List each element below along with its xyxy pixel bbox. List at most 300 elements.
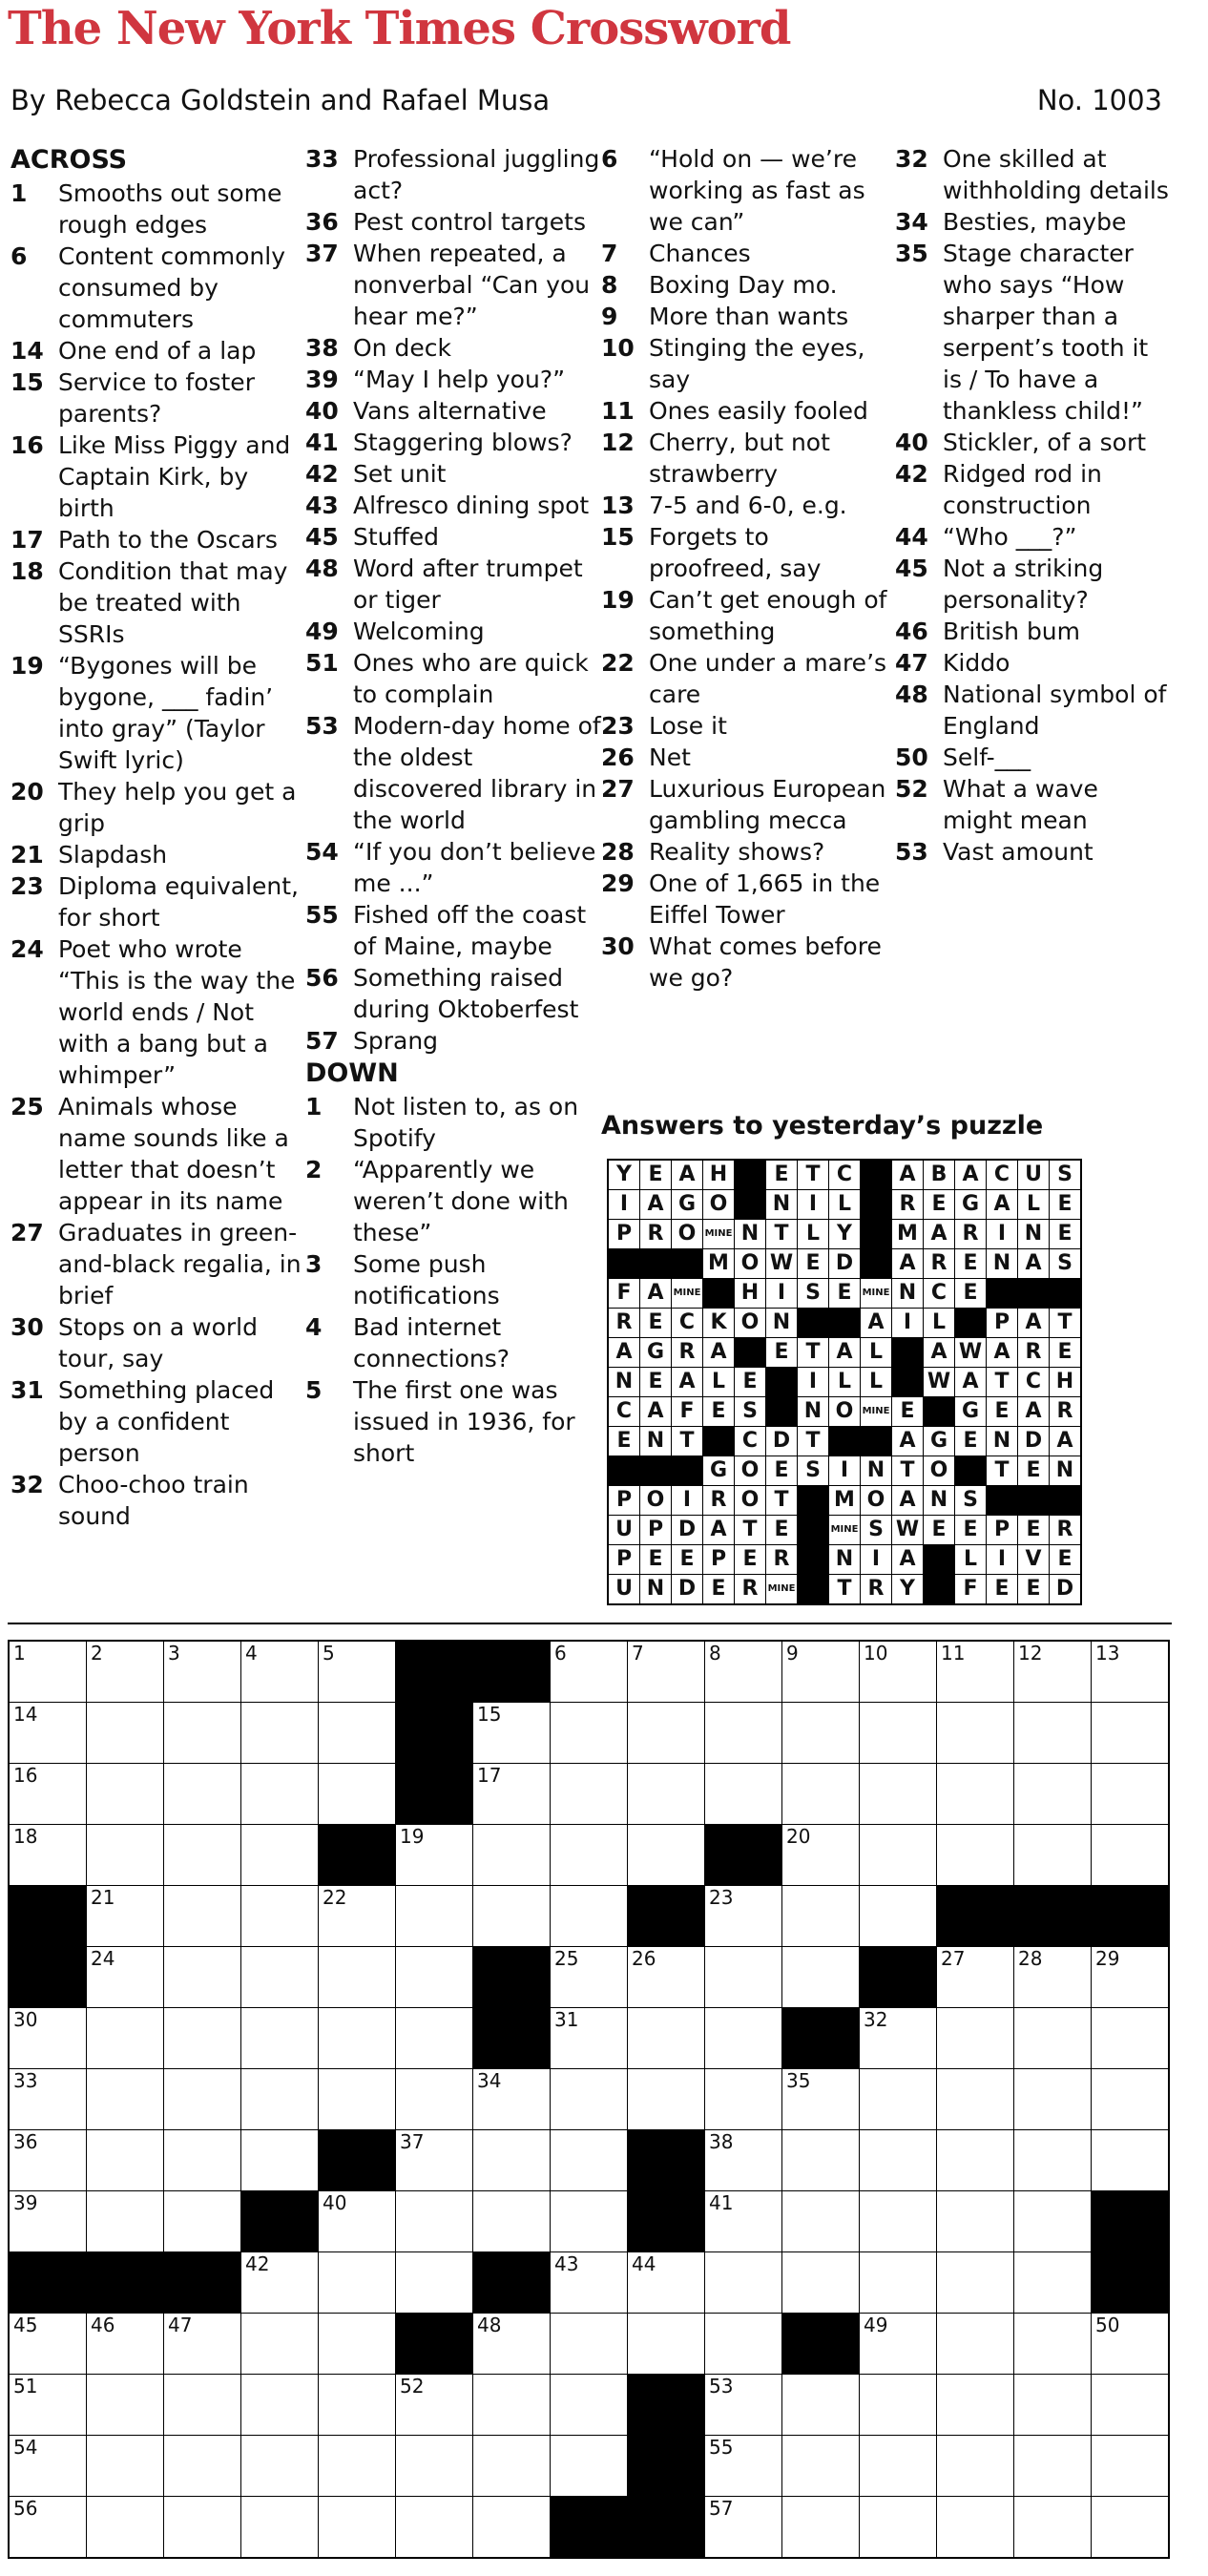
grid-cell[interactable] <box>164 2191 241 2252</box>
grid-cell[interactable] <box>1092 2314 1170 2375</box>
grid-cell[interactable] <box>628 1641 705 1703</box>
grid-cell[interactable] <box>628 2314 705 2375</box>
grid-cell[interactable] <box>860 2069 937 2130</box>
grid-cell[interactable] <box>860 1764 937 1825</box>
grid-cell[interactable] <box>87 2069 164 2130</box>
grid-cell[interactable] <box>782 2497 860 2559</box>
answer-cell: A <box>924 1220 955 1249</box>
grid-cell[interactable] <box>937 2191 1014 2252</box>
down-clue-2 <box>305 1154 601 1248</box>
grid-cell[interactable] <box>396 2069 473 2130</box>
answer-cell: E <box>798 1249 829 1279</box>
grid-cell[interactable] <box>164 2069 241 2130</box>
grid-cell[interactable] <box>937 2314 1014 2375</box>
grid-cell[interactable] <box>782 2375 860 2436</box>
grid-cell[interactable] <box>9 1703 87 1764</box>
grid-cell[interactable] <box>164 1641 241 1703</box>
answer-cell: N <box>892 1279 924 1309</box>
clue-text: Besties, maybe <box>943 208 1127 236</box>
answer-cell: A <box>703 1338 735 1368</box>
grid-cell[interactable] <box>473 1886 551 1947</box>
grid-cell[interactable] <box>319 1947 396 2008</box>
grid-cell[interactable] <box>1092 2497 1170 2559</box>
grid-cell[interactable] <box>551 2252 628 2314</box>
grid-cell[interactable] <box>241 1886 319 1947</box>
grid-cell[interactable] <box>705 2436 782 2497</box>
black-square <box>1092 2252 1170 2314</box>
grid-cell[interactable] <box>1014 2069 1092 2130</box>
down-clue-47 <box>895 647 1172 679</box>
grid-cell[interactable] <box>396 2436 473 2497</box>
black-square <box>987 1486 1018 1516</box>
grid-cell[interactable] <box>937 1703 1014 1764</box>
grid-cell[interactable] <box>860 2497 937 2559</box>
grid-cell[interactable] <box>473 2497 551 2559</box>
grid-cell[interactable] <box>705 1764 782 1825</box>
grid-cell[interactable] <box>1092 2069 1170 2130</box>
answer-cell: S <box>798 1456 829 1486</box>
grid-cell[interactable] <box>1092 2436 1170 2497</box>
answer-cell: M <box>703 1249 735 1279</box>
grid-cell[interactable] <box>473 1825 551 1886</box>
grid-cell[interactable] <box>9 2375 87 2436</box>
grid-cell[interactable] <box>705 2130 782 2191</box>
grid-cell[interactable] <box>860 1641 937 1703</box>
grid-cell[interactable] <box>937 2375 1014 2436</box>
clue-number: 1 <box>305 1093 323 1120</box>
clue-text: Sprang <box>353 1027 439 1055</box>
grid-cell[interactable] <box>937 2436 1014 2497</box>
grid-cell[interactable] <box>937 2497 1014 2559</box>
grid-cell[interactable] <box>241 2497 319 2559</box>
grid-cell[interactable] <box>1014 2436 1092 2497</box>
answer-cell: E <box>955 1427 987 1456</box>
grid-cell[interactable] <box>860 2252 937 2314</box>
answer-cell: E <box>1050 1545 1082 1575</box>
grid-cell[interactable] <box>9 2008 87 2069</box>
grid-cell[interactable] <box>782 2130 860 2191</box>
answer-cell: MINE <box>766 1575 798 1605</box>
black-square <box>735 1190 766 1220</box>
grid-cell[interactable] <box>319 1641 396 1703</box>
answer-cell: I <box>892 1309 924 1338</box>
answer-cell: A <box>608 1338 640 1368</box>
grid-cell[interactable] <box>319 1703 396 1764</box>
answer-cell: D <box>1050 1575 1082 1605</box>
grid-cell[interactable] <box>319 2069 396 2130</box>
grid-cell[interactable] <box>705 1947 782 2008</box>
answer-row <box>608 1368 1081 1397</box>
clue-number: 12 <box>601 429 635 456</box>
answer-cell: T <box>766 1486 798 1516</box>
grid-cell[interactable] <box>9 1764 87 1825</box>
answer-cell: E <box>1050 1190 1082 1220</box>
grid-cell[interactable] <box>937 2130 1014 2191</box>
grid-cell[interactable] <box>937 2008 1014 2069</box>
clue-number: 45 <box>895 555 928 582</box>
grid-cell[interactable] <box>705 2191 782 2252</box>
clue-text: Not a striking personality? <box>943 555 1104 614</box>
across-clue-55 <box>305 899 601 962</box>
grid-cell[interactable] <box>241 2314 319 2375</box>
divider <box>8 1623 1172 1624</box>
grid-cell[interactable] <box>937 2252 1014 2314</box>
clue-number: 4 <box>305 1313 323 1341</box>
answer-cell: H <box>1050 1368 1082 1397</box>
clue-number: 3 <box>305 1250 323 1278</box>
answer-row <box>608 1456 1081 1486</box>
grid-cell[interactable] <box>319 2191 396 2252</box>
across-clue-15 <box>10 367 306 429</box>
down-clue-15 <box>601 521 897 584</box>
grid-cell[interactable] <box>396 2375 473 2436</box>
grid-cell[interactable] <box>319 2314 396 2375</box>
grid-cell[interactable] <box>241 2436 319 2497</box>
grid-cell[interactable] <box>396 2008 473 2069</box>
black-square <box>319 1825 396 1886</box>
grid-cell[interactable] <box>87 1825 164 1886</box>
grid-cell[interactable] <box>551 2191 628 2252</box>
grid-cell[interactable] <box>1014 1641 1092 1703</box>
grid-cell[interactable] <box>860 2191 937 2252</box>
black-square <box>9 2252 87 2314</box>
grid-cell[interactable] <box>860 1825 937 1886</box>
clue-number: 10 <box>601 334 635 362</box>
cell-number: 14 <box>13 1703 38 1726</box>
grid-cell[interactable] <box>87 2130 164 2191</box>
grid-cell[interactable] <box>1014 2191 1092 2252</box>
grid-cell[interactable] <box>87 2436 164 2497</box>
grid-cell[interactable] <box>860 1886 937 1947</box>
grid-cell[interactable] <box>705 2375 782 2436</box>
grid-cell[interactable] <box>319 2252 396 2314</box>
grid-cell[interactable] <box>782 1641 860 1703</box>
grid-cell[interactable] <box>319 2436 396 2497</box>
grid-cell[interactable] <box>87 2497 164 2559</box>
clue-number: 25 <box>10 1093 44 1120</box>
grid-cell[interactable] <box>705 1703 782 1764</box>
grid-cell[interactable] <box>1014 2252 1092 2314</box>
grid-cell[interactable] <box>937 1825 1014 1886</box>
answer-cell: R <box>892 1190 924 1220</box>
grid-cell[interactable] <box>937 1641 1014 1703</box>
grid-cell[interactable] <box>551 1825 628 1886</box>
grid-cell[interactable] <box>782 1703 860 1764</box>
grid-cell[interactable] <box>473 2436 551 2497</box>
grid-cell[interactable] <box>241 2375 319 2436</box>
grid-cell[interactable] <box>937 1764 1014 1825</box>
grid-cell[interactable] <box>551 2314 628 2375</box>
grid-cell[interactable] <box>705 1641 782 1703</box>
grid-cell[interactable] <box>396 1886 473 1947</box>
clue-text: Condition that may be treated with SSRIs <box>58 557 288 648</box>
grid-cell[interactable] <box>1014 2008 1092 2069</box>
answer-cell: D <box>672 1575 703 1605</box>
grid-cell[interactable] <box>1092 2130 1170 2191</box>
grid-cell[interactable] <box>87 2314 164 2375</box>
grid-cell[interactable] <box>241 2008 319 2069</box>
grid-row <box>9 2008 1169 2069</box>
grid-cell[interactable] <box>628 1703 705 1764</box>
cell-number: 5 <box>323 1642 335 1665</box>
grid-cell[interactable] <box>628 2069 705 2130</box>
grid-cell[interactable] <box>9 1825 87 1886</box>
grid-cell[interactable] <box>473 2191 551 2252</box>
grid-cell[interactable] <box>937 1947 1014 2008</box>
clue-number: 34 <box>895 208 928 236</box>
grid-cell[interactable] <box>1014 2497 1092 2559</box>
grid-cell[interactable] <box>551 1764 628 1825</box>
grid-cell[interactable] <box>860 2436 937 2497</box>
clue-number: 20 <box>10 778 44 806</box>
clue-text: Graduates in green-and-black regalia, in brief <box>58 1219 302 1309</box>
answer-cell: MINE <box>703 1220 735 1249</box>
grid-cell[interactable] <box>87 2008 164 2069</box>
answer-cell: E <box>829 1279 861 1309</box>
grid-cell[interactable] <box>9 2130 87 2191</box>
grid-cell[interactable] <box>164 1703 241 1764</box>
clue-text: Can’t get enough of something <box>649 586 887 645</box>
grid-cell[interactable] <box>705 2252 782 2314</box>
cell-number: 40 <box>323 2191 347 2214</box>
clue-text: More than wants <box>649 303 849 330</box>
black-square <box>608 1249 640 1279</box>
black-square <box>782 2314 860 2375</box>
clue-text: “If you don’t believe me ...” <box>353 838 596 897</box>
cell-number: 8 <box>709 1642 721 1665</box>
grid-cell[interactable] <box>9 2436 87 2497</box>
grid-cell[interactable] <box>1092 1703 1170 1764</box>
grid-cell[interactable] <box>551 1641 628 1703</box>
cell-number: 6 <box>554 1642 567 1665</box>
grid-cell[interactable] <box>164 2130 241 2191</box>
clue-text: Pest control targets <box>353 208 586 236</box>
grid-cell[interactable] <box>1092 1825 1170 1886</box>
grid-cell[interactable] <box>1092 1947 1170 2008</box>
grid-cell[interactable] <box>860 1703 937 1764</box>
grid-cell[interactable] <box>473 1764 551 1825</box>
grid-cell[interactable] <box>9 2069 87 2130</box>
down-clue-22 <box>601 647 897 710</box>
answer-cell: N <box>640 1427 672 1456</box>
grid-cell[interactable] <box>551 2069 628 2130</box>
grid-cell[interactable] <box>396 2130 473 2191</box>
grid-cell[interactable] <box>396 2191 473 2252</box>
clue-number: 53 <box>305 712 339 740</box>
clue-text: “May I help you?” <box>353 366 566 393</box>
black-square <box>1050 1486 1082 1516</box>
answer-cell: C <box>735 1427 766 1456</box>
grid-cell[interactable] <box>628 1825 705 1886</box>
answer-cell: K <box>703 1309 735 1338</box>
grid-cell[interactable] <box>551 2008 628 2069</box>
grid-cell[interactable] <box>860 2130 937 2191</box>
grid-cell[interactable] <box>860 2008 937 2069</box>
answer-cell: A <box>672 1368 703 1397</box>
grid-cell[interactable] <box>937 2069 1014 2130</box>
grid-cell[interactable] <box>628 1764 705 1825</box>
grid-cell[interactable] <box>241 2252 319 2314</box>
grid-cell[interactable] <box>87 1641 164 1703</box>
clue-number: 51 <box>305 649 339 677</box>
grid-cell[interactable] <box>319 1764 396 1825</box>
answer-cell: E <box>766 1516 798 1545</box>
cell-number: 18 <box>13 1825 38 1848</box>
cell-number: 20 <box>786 1825 811 1848</box>
grid-cell[interactable] <box>705 2314 782 2375</box>
grid-cell[interactable] <box>705 2008 782 2069</box>
answer-cell: C <box>1018 1368 1050 1397</box>
grid-cell[interactable] <box>628 1947 705 2008</box>
grid-cell[interactable] <box>241 1703 319 1764</box>
grid-cell[interactable] <box>473 2069 551 2130</box>
answer-cell: A <box>672 1160 703 1190</box>
grid-cell[interactable] <box>164 1764 241 1825</box>
grid-cell[interactable] <box>782 2191 860 2252</box>
grid-cell[interactable] <box>241 1825 319 1886</box>
answer-cell: N <box>987 1427 1018 1456</box>
answer-cell: P <box>608 1486 640 1516</box>
grid-cell[interactable] <box>628 2252 705 2314</box>
grid-cell[interactable] <box>9 2191 87 2252</box>
grid-cell[interactable] <box>396 2252 473 2314</box>
across-clue-16 <box>10 429 306 524</box>
grid-cell[interactable] <box>396 1947 473 2008</box>
clue-text: Luxurious European gambling mecca <box>649 775 886 834</box>
grid-cell[interactable] <box>164 2008 241 2069</box>
grid-cell[interactable] <box>473 2375 551 2436</box>
puzzle-number: No. 1003 <box>1036 84 1162 116</box>
across-clue-18 <box>10 555 306 650</box>
grid-cell[interactable] <box>782 1886 860 1947</box>
grid-cell[interactable] <box>705 2497 782 2559</box>
grid-cell[interactable] <box>164 1886 241 1947</box>
grid-cell[interactable] <box>241 1641 319 1703</box>
grid-cell[interactable] <box>473 2130 551 2191</box>
grid-cell[interactable] <box>551 2375 628 2436</box>
grid-cell[interactable] <box>551 1703 628 1764</box>
down-clue-26 <box>601 742 897 773</box>
grid-cell[interactable] <box>473 1703 551 1764</box>
answer-cell: E <box>955 1249 987 1279</box>
grid-cell[interactable] <box>87 1886 164 1947</box>
grid-cell[interactable] <box>319 1886 396 1947</box>
clue-number: 57 <box>305 1027 339 1055</box>
grid-cell[interactable] <box>164 2375 241 2436</box>
grid-cell[interactable] <box>164 1947 241 2008</box>
grid-cell[interactable] <box>782 1947 860 2008</box>
grid-cell[interactable] <box>396 1825 473 1886</box>
answer-cell: E <box>924 1516 955 1545</box>
clue-number: 48 <box>895 681 928 708</box>
grid-cell[interactable] <box>87 1703 164 1764</box>
grid-cell[interactable] <box>241 2130 319 2191</box>
answer-cell: A <box>1018 1397 1050 1427</box>
down-clue-32 <box>895 143 1172 206</box>
grid-cell[interactable] <box>782 2436 860 2497</box>
down-clue-27 <box>601 773 897 836</box>
grid-cell[interactable] <box>241 1764 319 1825</box>
down-clue-30 <box>601 931 897 994</box>
grid-cell[interactable] <box>1092 2375 1170 2436</box>
grid-cell[interactable] <box>241 1947 319 2008</box>
grid-cell[interactable] <box>164 2436 241 2497</box>
grid-cell[interactable] <box>319 2497 396 2559</box>
grid-cell[interactable] <box>9 1641 87 1703</box>
answer-cell: E <box>608 1427 640 1456</box>
grid-cell[interactable] <box>87 1947 164 2008</box>
grid-cell[interactable] <box>705 1886 782 1947</box>
grid-cell[interactable] <box>1092 1764 1170 1825</box>
grid-cell[interactable] <box>9 2497 87 2559</box>
grid-cell[interactable] <box>551 2130 628 2191</box>
grid-cell[interactable] <box>551 1886 628 1947</box>
clue-text: Staggering blows? <box>353 429 573 456</box>
grid-cell[interactable] <box>551 2436 628 2497</box>
grid-cell[interactable] <box>241 2069 319 2130</box>
grid-cell[interactable] <box>782 2069 860 2130</box>
grid-cell[interactable] <box>1014 2130 1092 2191</box>
grid-cell[interactable] <box>1014 1764 1092 1825</box>
grid-cell[interactable] <box>164 2314 241 2375</box>
grid-cell[interactable] <box>1092 1641 1170 1703</box>
grid-cell[interactable] <box>782 1764 860 1825</box>
clue-number: 1 <box>10 179 28 207</box>
grid-cell[interactable] <box>1092 2008 1170 2069</box>
grid-cell[interactable] <box>782 2252 860 2314</box>
clue-number: 53 <box>895 838 928 866</box>
grid-cell[interactable] <box>1014 1703 1092 1764</box>
black-square <box>628 2191 705 2252</box>
down-clue-12 <box>601 427 897 490</box>
grid-cell[interactable] <box>164 2497 241 2559</box>
grid-cell[interactable] <box>551 1947 628 2008</box>
grid-cell[interactable] <box>473 2314 551 2375</box>
grid-cell[interactable] <box>319 2008 396 2069</box>
answer-cell: N <box>1018 1220 1050 1249</box>
answer-cell: C <box>987 1160 1018 1190</box>
grid-cell[interactable] <box>396 2497 473 2559</box>
grid-cell[interactable] <box>87 2375 164 2436</box>
cell-number: 37 <box>400 2130 425 2153</box>
grid-cell[interactable] <box>860 2314 937 2375</box>
grid-cell[interactable] <box>87 2191 164 2252</box>
grid-cell[interactable] <box>164 1825 241 1886</box>
cell-number: 41 <box>709 2191 734 2214</box>
grid-cell[interactable] <box>860 2375 937 2436</box>
grid-cell[interactable] <box>705 2069 782 2130</box>
grid-cell[interactable] <box>1014 2314 1092 2375</box>
cell-number: 21 <box>91 1886 115 1909</box>
black-square <box>798 1516 829 1545</box>
grid-cell[interactable] <box>87 1764 164 1825</box>
cell-number: 17 <box>477 1764 502 1787</box>
grid-cell[interactable] <box>628 2008 705 2069</box>
answer-cell: N <box>640 1575 672 1605</box>
clue-text: Ones who are quick to complain <box>353 649 589 708</box>
grid-cell[interactable] <box>1014 1825 1092 1886</box>
grid-cell[interactable] <box>782 1825 860 1886</box>
grid-cell[interactable] <box>9 2314 87 2375</box>
answer-cell: A <box>892 1427 924 1456</box>
answer-cell: S <box>1050 1160 1082 1190</box>
answer-cell: F <box>955 1575 987 1605</box>
grid-cell[interactable] <box>1014 2375 1092 2436</box>
clue-number: 17 <box>10 526 44 554</box>
answer-cell: N <box>766 1309 798 1338</box>
grid-cell[interactable] <box>319 2375 396 2436</box>
grid-cell[interactable] <box>1014 1947 1092 2008</box>
